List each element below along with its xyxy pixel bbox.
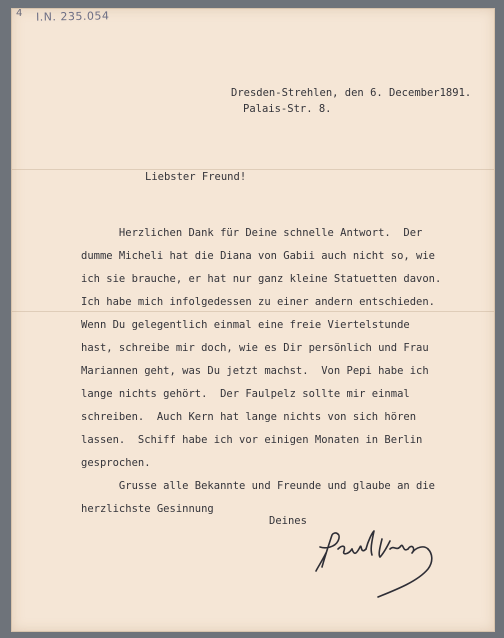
- salutation: Liebster Freund!: [145, 171, 247, 183]
- body-line: gesprochen.: [81, 457, 151, 469]
- place-date: Dresden-Strehlen, den 6. December1891.: [231, 87, 472, 99]
- body-line: Mariannen geht, was Du jetzt machst. Von Pepi habe ich: [81, 365, 429, 377]
- body-line: Wenn Du gelegentlich einmal eine freie Viertelstunde: [81, 319, 410, 331]
- body-line: hast, schreibe mir doch, wie es Dir persönlich und Frau: [81, 342, 429, 354]
- body-line: herzlichste Gesinnung: [81, 503, 214, 515]
- body-line: dumme Micheli hat die Diana von Gabii auch nicht so, wie: [81, 250, 436, 262]
- body-line: lassen. Schiff habe ich vor einigen Monaten in Berlin: [81, 434, 423, 446]
- body-line: Ich habe mich infolgedessen zu einer andern entschieden.: [81, 296, 436, 308]
- body-line: ich sie brauche, er hat nur ganz kleine Statuetten davon.: [81, 273, 442, 285]
- body-line: schreiben. Auch Kern hat lange nichts von sich hören: [81, 411, 417, 423]
- address: Palais-Str. 8.: [243, 103, 332, 115]
- closing: Deines: [269, 515, 307, 527]
- handwritten-signature: [308, 527, 448, 603]
- corner-mark: 4: [16, 8, 23, 19]
- inventory-number-stamp: I.N. 235.054: [35, 9, 110, 24]
- body-line: Grusse alle Bekannte und Freunde und glaube an die: [81, 480, 436, 492]
- body-line: lange nichts gehört. Der Faulpelz sollte mir einmal: [81, 388, 410, 400]
- fold-crease: [12, 311, 494, 312]
- body-line: Herzlichen Dank für Deine schnelle Antwort. Der: [81, 227, 423, 239]
- fold-crease: [12, 169, 494, 170]
